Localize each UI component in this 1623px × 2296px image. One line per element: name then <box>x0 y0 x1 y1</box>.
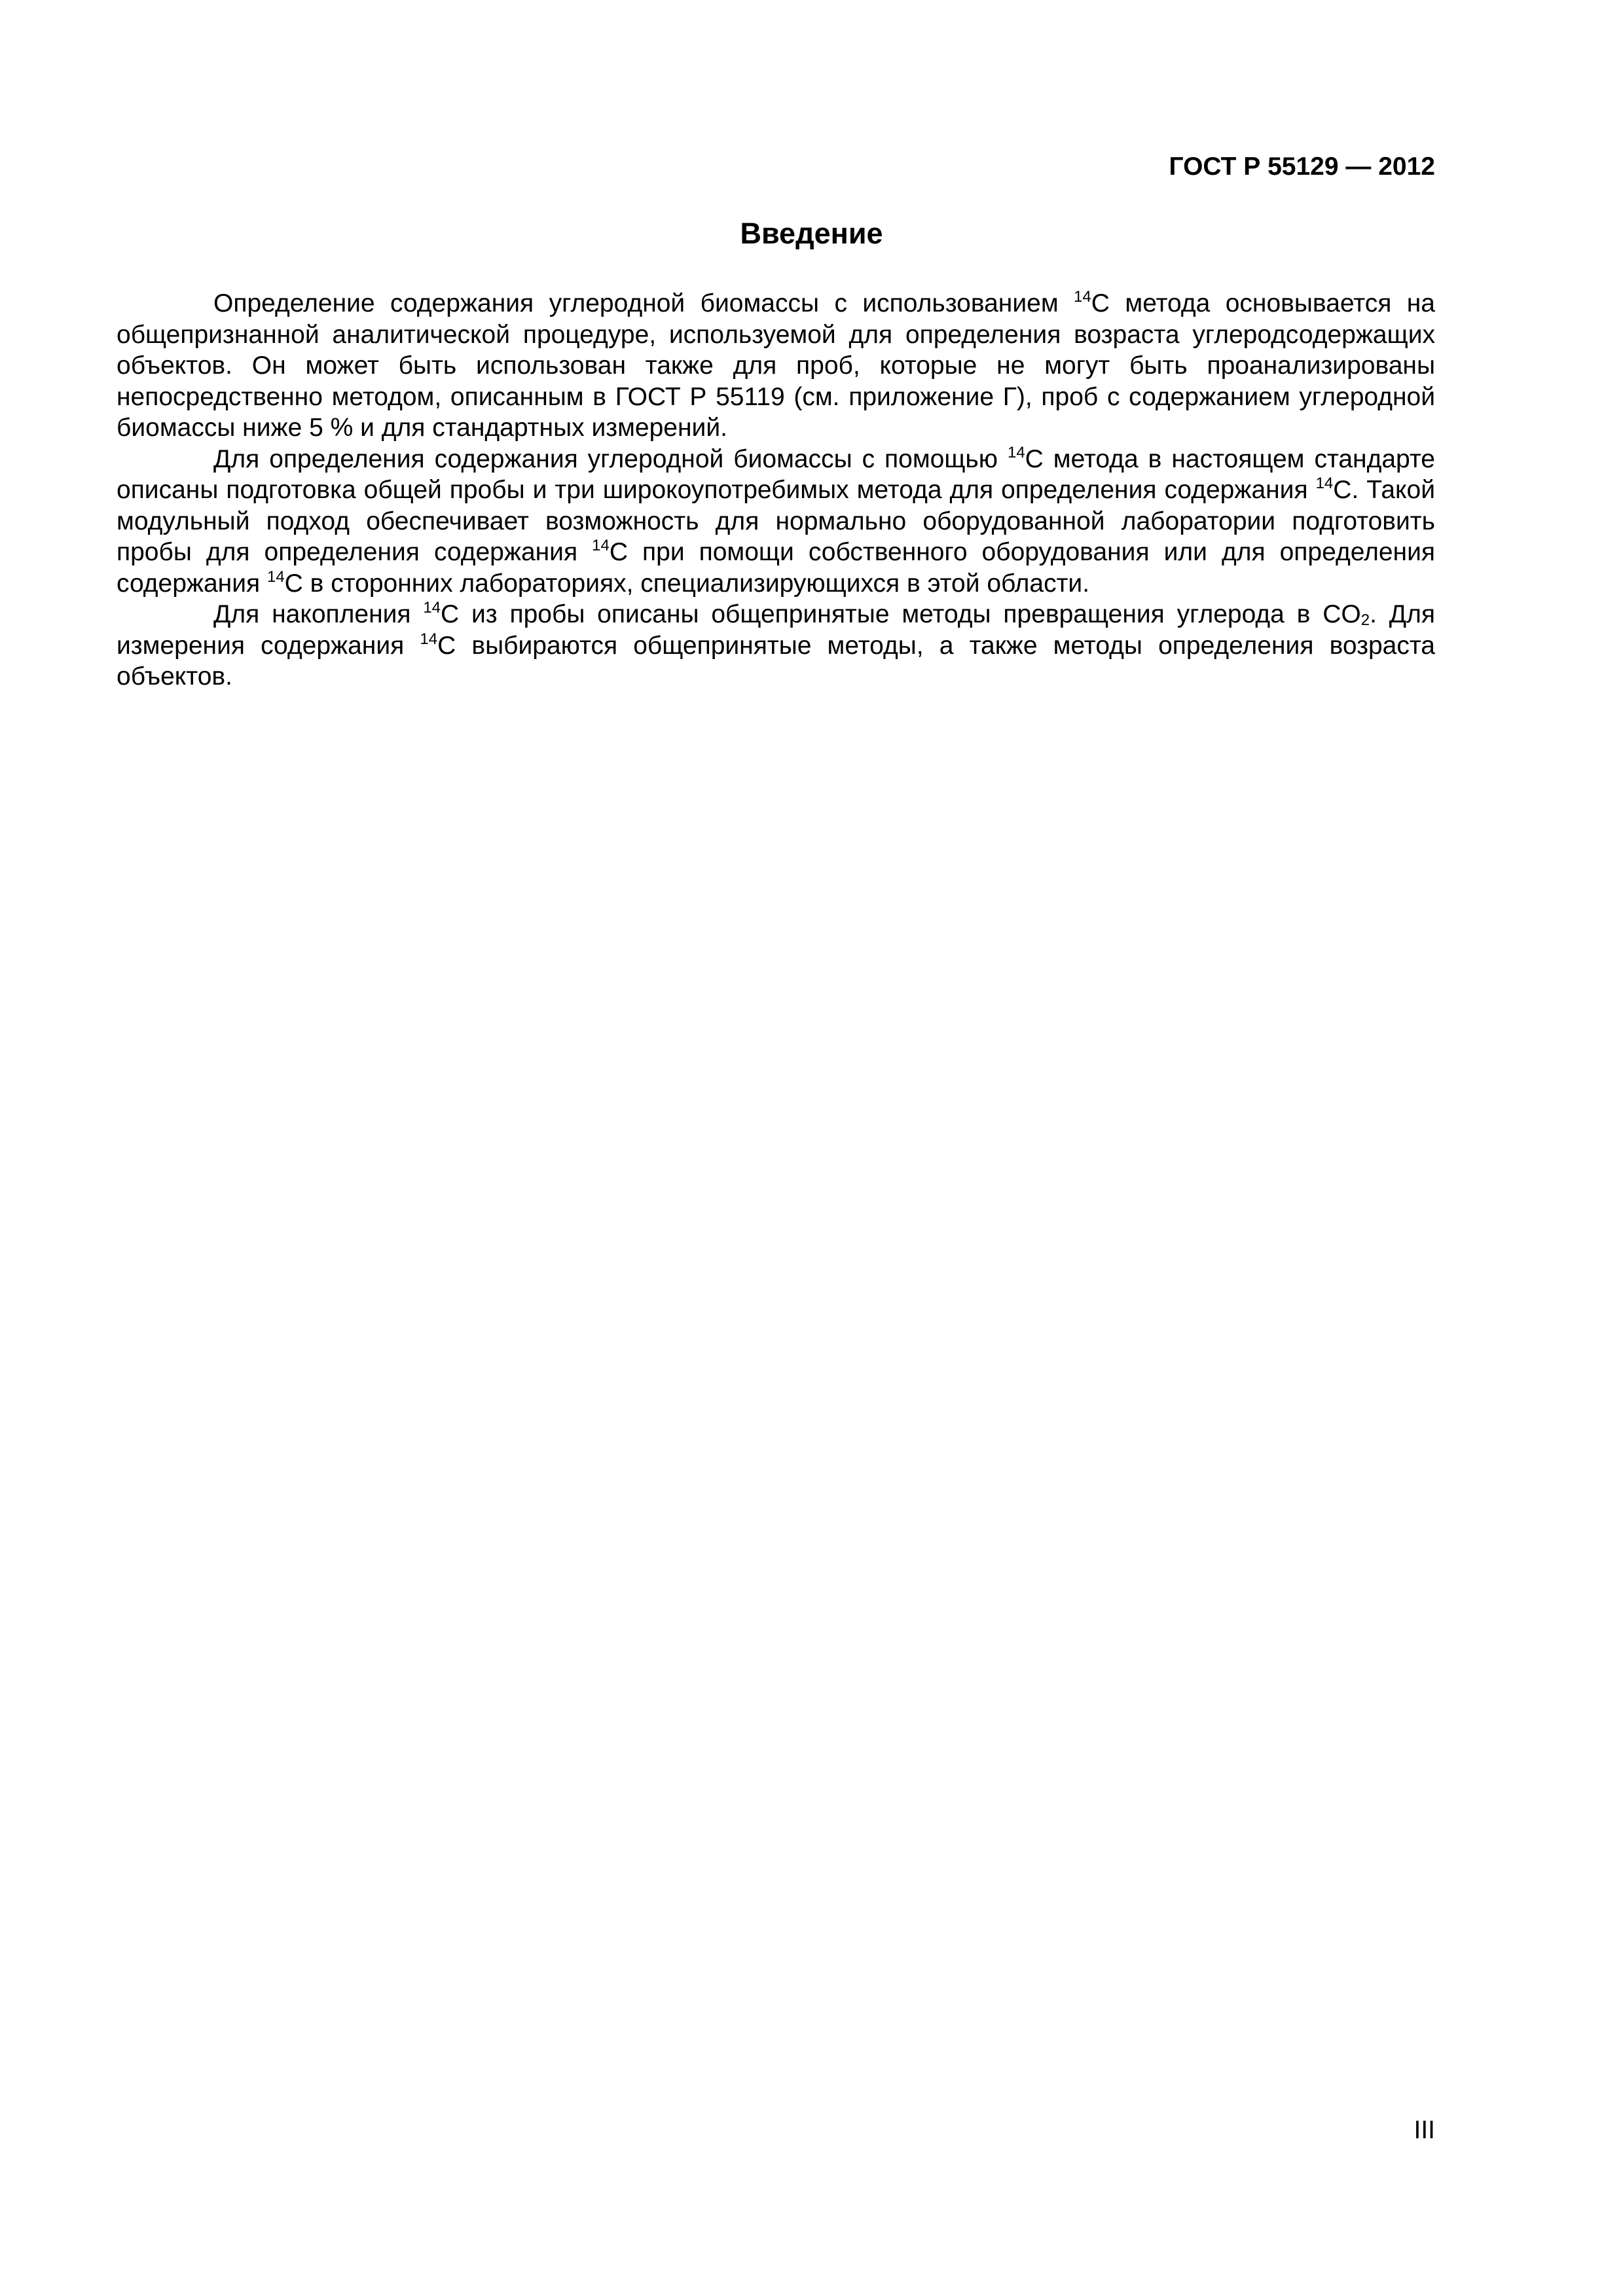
isotope-superscript: 14 <box>423 599 441 617</box>
paragraph-2-text-2: С метода в настоящем стандарте описаны подготовка общей пробы и три широкоупотребимых метода для определения содержания <box>117 444 1435 504</box>
isotope-superscript: 14 <box>592 537 610 554</box>
paragraph-2-text-5: С в сторонних лабораториях, специализирующихся в этой области. <box>284 569 1090 598</box>
paragraph-3 <box>117 599 1435 692</box>
introduction-body <box>117 288 1435 692</box>
paragraph-3-text-4: С выбираются общепринятые методы, а также методы определения возраста объектов. <box>117 631 1435 691</box>
co2-subscript: 2 <box>1360 611 1370 629</box>
section-title: Введение <box>740 217 883 250</box>
paragraph-3-text-3: . Для измерения содержания <box>117 600 1435 660</box>
paragraph-3-text-1: Для накопления <box>213 600 424 628</box>
paragraph-2-text-3: С. Такой модульный подход обеспечивает возможность для нормально оборудованной лаборатории подготовить пробы для определения содержания <box>117 476 1435 566</box>
isotope-superscript: 14 <box>1315 475 1334 492</box>
isotope-superscript: 14 <box>1007 443 1025 461</box>
isotope-superscript: 14 <box>1074 288 1091 306</box>
document-code-header: ГОСТ Р 55129 — 2012 <box>1169 152 1435 181</box>
page-number: III <box>1413 2116 1435 2144</box>
paragraph-1-text-1: Определение содержания углеродной биомассы с использованием <box>213 289 1074 317</box>
paragraph-2-text-4: С при помощи собственного оборудования или для определения содержания <box>117 538 1435 598</box>
paragraph-1 <box>117 288 1435 444</box>
isotope-superscript: 14 <box>420 630 438 648</box>
paragraph-1-text-2: С метода основывается на общепризнанной аналитической процедуре, используемой для определения возраста углеродсодержащих объектов. Он может быть использован также для проб, которые не могут быть проанализированы непосредственно методом, описанным в ГОСТ Р 55119 (см. приложение Г), проб с содержанием углеродной биомассы ниже 5 % и для стандартных измерений. <box>117 289 1435 442</box>
isotope-superscript: 14 <box>266 567 285 586</box>
paragraph-2-text-1: Для определения содержания углеродной биомассы с помощью <box>213 444 1008 473</box>
paragraph-3-text-2: С из пробы описаны общепринятые методы превращения углерода в CO <box>441 600 1361 628</box>
paragraph-2 <box>117 444 1435 600</box>
